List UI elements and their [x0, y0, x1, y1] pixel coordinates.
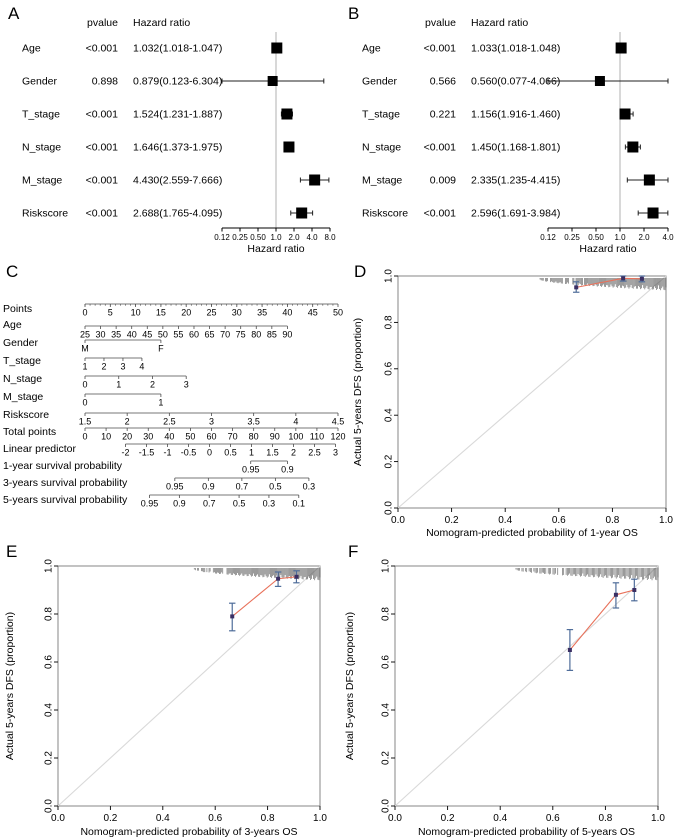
forest-row-label: N_stage — [22, 141, 62, 154]
nomogram-row-label: T_stage — [3, 355, 41, 367]
nomogram-tick-label: 2.5 — [163, 416, 176, 427]
nomogram-tick-label: 0.95 — [140, 498, 159, 509]
forest-axis-tick-label: 0.50 — [588, 233, 604, 242]
forest-row-hazard-ratio: 2.596(1.691-3.984) — [471, 207, 561, 220]
forest-ci-marker — [281, 109, 292, 120]
forest-row-pvalue: <0.001 — [85, 108, 118, 121]
rug-marks — [194, 568, 320, 580]
nomogram-tick-label: 40 — [126, 329, 137, 340]
forest-row-pvalue: <0.001 — [85, 207, 118, 220]
forest-ci-marker — [620, 109, 634, 120]
nomogram-tick-label: 2 — [101, 361, 107, 372]
nomogram-tick-label: 50 — [332, 307, 344, 318]
y-axis-tick-label: 0.4 — [383, 408, 395, 423]
nomogram-tick-label: 70 — [220, 329, 231, 340]
forest-row-pvalue: <0.001 — [85, 141, 118, 154]
nomogram-tick-label: 40 — [282, 307, 293, 318]
forest-ci-marker — [291, 208, 313, 219]
nomogram-tick-label: -0.5 — [180, 447, 197, 458]
forest-row-hazard-ratio: 0.879(0.123-6.304) — [133, 75, 223, 88]
forest-row-label: T_stage — [362, 108, 400, 121]
forest-axis-tick-label: 2.0 — [288, 233, 300, 242]
forest-row-pvalue: 0.221 — [429, 108, 456, 121]
nomogram-scale — [150, 495, 299, 498]
nomogram-tick-label: -2 — [121, 447, 130, 458]
y-axis-tick-label: 1.0 — [43, 559, 55, 573]
nomogram-tick-label: 1 — [158, 397, 164, 408]
nomogram-row-label: 5-years survival probability — [3, 494, 128, 506]
forest-row-hazard-ratio: 2.335(1.235-4.415) — [471, 174, 561, 187]
forest-axis-tick-label: 2.0 — [638, 233, 650, 242]
nomogram-row-label: 3-years survival probability — [3, 477, 128, 489]
x-axis-tick-label: 0.4 — [498, 515, 513, 526]
y-axis-tick-label: 0.4 — [380, 703, 392, 717]
nomogram-tick-label: 0 — [82, 431, 88, 442]
nomogram-tick-label: 110 — [309, 431, 325, 442]
nomogram-tick-label: 45 — [307, 307, 318, 318]
nomogram-tick-label: 35 — [111, 329, 122, 340]
nomogram-row-label: Linear predictor — [3, 443, 76, 455]
panel-label-e: E — [6, 542, 18, 561]
forest-plot-b — [340, 0, 677, 258]
nomogram-tick-label: 0.1 — [292, 498, 306, 509]
nomogram-tick-label: -1.5 — [138, 447, 155, 458]
forest-row-label: Age — [22, 42, 41, 55]
forest-axis-title: Hazard ratio — [247, 243, 305, 255]
forest-row-hazard-ratio: 0.560(0.077-4.066) — [471, 75, 561, 88]
forest-row-pvalue: 0.009 — [429, 174, 456, 187]
x-axis-tick-label: 0.6 — [545, 813, 560, 824]
nomogram-tick-label: 1 — [116, 379, 122, 390]
nomogram-tick-label: 3 — [208, 416, 215, 427]
forest-axis-tick-label: 0.12 — [540, 233, 556, 242]
nomogram-tick-label: 2 — [149, 379, 155, 390]
nomogram-row-label: Riskscore — [3, 409, 50, 421]
forest-ci-marker — [616, 43, 627, 54]
panel-label-d: D — [354, 262, 367, 281]
nomogram-tick-label: 120 — [330, 431, 346, 442]
forest-row-hazard-ratio: 2.688(1.765-4.095) — [133, 207, 223, 220]
nomogram-tick-label: 2.5 — [308, 447, 321, 458]
nomogram-tick-label: 50 — [157, 329, 168, 340]
forest-ci-marker — [627, 175, 668, 186]
nomogram-tick-label: 1.5 — [266, 447, 279, 458]
forest-row-hazard-ratio: 1.032(1.018-1.047) — [133, 42, 223, 55]
y-axis-tick-label: 0.6 — [380, 655, 392, 669]
nomogram-tick-label: 0.7 — [235, 481, 249, 492]
y-axis-tick-label: 0.0 — [43, 799, 55, 813]
nomogram-tick-label: 45 — [142, 329, 153, 340]
forest-axis-title: Hazard ratio — [579, 243, 637, 255]
x-axis-tick-label: 0.8 — [260, 813, 275, 824]
forest-row-hazard-ratio: 4.430(2.559-7.666) — [133, 174, 223, 187]
y-axis-tick-label: 0.8 — [43, 607, 55, 621]
nomogram-scale — [85, 394, 161, 397]
nomogram-tick-label: 60 — [206, 431, 217, 442]
nomogram-tick-label: 3 — [332, 447, 338, 458]
forest-row-pvalue: 0.898 — [91, 75, 118, 88]
nomogram-tick-label: 1 — [82, 361, 88, 372]
forest-axis-tick-label: 0.12 — [214, 233, 230, 242]
nomogram-tick-label: 1 — [248, 447, 254, 458]
x-axis-tick-label: 0.8 — [605, 515, 620, 526]
y-axis-tick-label: 1.0 — [383, 269, 395, 283]
x-axis-tick-label: 0.0 — [391, 515, 405, 526]
forest-axis-tick-label: 4.0 — [662, 233, 674, 242]
x-axis-tick-label: 0.2 — [103, 813, 118, 824]
forest-row-pvalue: <0.001 — [423, 207, 456, 220]
nomogram-tick-label: 5 — [107, 307, 113, 318]
nomogram-tick-label: 0.9 — [202, 481, 215, 492]
nomogram-tick-label: 10 — [101, 431, 112, 442]
nomogram-tick-label: 4.5 — [331, 416, 345, 427]
nomogram-tick-label: 2 — [290, 447, 296, 458]
nomogram-tick-label: 0.5 — [269, 481, 282, 492]
x-axis-title: Nomogram-predicted probability of 5-years OS — [417, 826, 636, 838]
x-axis-title: Nomogram-predicted probability of 1-year OS — [426, 527, 638, 539]
nomogram-row-label: 1-year survival probability — [3, 460, 123, 472]
x-axis-tick-label: 0.8 — [598, 813, 613, 824]
nomogram-row-label: N_stage — [3, 373, 43, 385]
nomogram-tick-label: 0.95 — [241, 464, 260, 475]
y-axis-title: Actual 5-years DFS (proportion) — [344, 611, 356, 761]
forest-row-pvalue: <0.001 — [423, 42, 456, 55]
y-axis-tick-label: 1.0 — [380, 559, 392, 573]
nomogram-c — [0, 258, 345, 520]
x-axis-tick-label: 1.0 — [313, 813, 327, 824]
forest-row-hazard-ratio: 1.524(1.231-1.887) — [133, 108, 223, 121]
x-axis-tick-label: 0.0 — [388, 813, 402, 824]
nomogram-tick-label: 0 — [82, 307, 88, 318]
nomogram-tick-label: 3.5 — [247, 416, 260, 427]
forest-row-label: M_stage — [22, 174, 63, 187]
forest-row-pvalue: <0.001 — [423, 141, 456, 154]
rug-marks — [516, 568, 658, 580]
nomogram-tick-label: 100 — [288, 431, 304, 442]
nomogram-tick-label: 3 — [120, 361, 126, 372]
nomogram-tick-label: 20 — [181, 307, 192, 318]
panel-label-a: A — [8, 4, 20, 23]
nomogram-tick-label: 80 — [248, 431, 259, 442]
forest-header-hazard-ratio: Hazard ratio — [471, 17, 529, 29]
nomogram-tick-label: 2 — [124, 416, 130, 427]
forest-row-label: Gender — [22, 75, 58, 88]
y-axis-tick-label: 0.2 — [383, 454, 395, 469]
nomogram-tick-label: 0.7 — [202, 498, 216, 509]
nomogram-tick-label: 70 — [227, 431, 238, 442]
forest-ci-marker — [625, 142, 640, 153]
forest-ci-marker — [638, 208, 668, 219]
y-axis-tick-label: 0.6 — [383, 361, 395, 376]
nomogram-tick-label: 1.5 — [78, 416, 92, 427]
forest-axis-tick-label: 0.25 — [232, 233, 248, 242]
nomogram-row-label: Points — [3, 303, 33, 315]
nomogram-tick-label: 4 — [139, 361, 145, 372]
nomogram-scale — [85, 413, 338, 416]
y-axis-tick-label: 0.2 — [43, 751, 55, 765]
nomogram-tick-label: 0.95 — [166, 481, 184, 492]
x-axis-tick-label: 0.0 — [51, 813, 65, 824]
nomogram-scale — [85, 304, 338, 307]
nomogram-tick-label: 40 — [164, 431, 175, 442]
forest-row-label: Age — [362, 42, 381, 55]
nomogram-tick-label: F — [158, 343, 164, 354]
nomogram-tick-label: 0 — [206, 447, 212, 458]
forest-axis-tick-label: 4.0 — [306, 233, 318, 242]
forest-ci-marker — [300, 175, 328, 186]
forest-ci-marker — [283, 142, 294, 153]
y-axis-tick-label: 0.0 — [380, 799, 392, 813]
nomogram-tick-label: 0.5 — [224, 447, 237, 458]
forest-row-label: Riskscore — [22, 207, 69, 220]
nomogram-scale — [175, 478, 309, 481]
nomogram-tick-label: 0 — [82, 379, 88, 390]
calibration-point — [613, 583, 619, 608]
nomogram-tick-label: 20 — [122, 431, 133, 442]
x-axis-title: Nomogram-predicted probability of 3-years OS — [80, 826, 298, 838]
forest-row-pvalue: 0.566 — [429, 75, 456, 88]
nomogram-tick-label: 25 — [79, 329, 91, 340]
nomogram-tick-label: 0.9 — [281, 464, 294, 475]
nomogram-tick-label: -1 — [163, 447, 172, 458]
forest-row-hazard-ratio: 1.646(1.373-1.975) — [133, 141, 223, 154]
nomogram-tick-label: 85 — [266, 329, 277, 340]
nomogram-scale — [125, 444, 335, 447]
nomogram-tick-label: 90 — [282, 329, 293, 340]
nomogram-row-label: Total points — [3, 426, 57, 438]
y-axis-tick-label: 0.0 — [383, 501, 395, 515]
nomogram-scale — [85, 376, 186, 379]
calibration-plot-d — [348, 258, 677, 540]
x-axis-tick-label: 1.0 — [651, 813, 665, 824]
y-axis-tick-label: 0.2 — [380, 751, 392, 765]
forest-ci-marker — [271, 43, 282, 54]
forest-row-pvalue: <0.001 — [85, 42, 118, 55]
nomogram-tick-label: 30 — [143, 431, 154, 442]
y-axis-tick-label: 0.8 — [383, 315, 395, 330]
panel-label-b: B — [348, 4, 360, 23]
forest-header-pvalue: pvalue — [425, 17, 456, 29]
y-axis-title: Actual 5-years DFS (proportion) — [352, 317, 364, 467]
calibration-plot-e — [0, 538, 340, 839]
calibration-point — [567, 630, 573, 671]
forest-axis-tick-label: 0.25 — [564, 233, 580, 242]
forest-ci-marker — [548, 76, 668, 86]
forest-row-label: T_stage — [22, 108, 60, 121]
panel-label-c: C — [6, 262, 19, 281]
forest-row-hazard-ratio: 1.033(1.018-1.048) — [471, 42, 561, 55]
forest-axis-tick-label: 1.0 — [614, 233, 626, 242]
forest-row-hazard-ratio: 1.156(1.916-1.460) — [471, 108, 561, 121]
nomogram-scale — [85, 358, 142, 361]
nomogram-tick-label: 0 — [82, 397, 88, 408]
forest-axis-tick-label: 0.50 — [250, 233, 266, 242]
y-axis-tick-label: 0.6 — [43, 655, 55, 669]
forest-row-hazard-ratio: 1.450(1.168-1.801) — [471, 141, 561, 154]
forest-plot-a — [0, 0, 340, 258]
forest-row-pvalue: <0.001 — [85, 174, 118, 187]
nomogram-tick-label: 0.3 — [262, 498, 276, 509]
y-axis-title: Actual 5-years DFS (proportion) — [4, 611, 16, 761]
nomogram-tick-label: 3 — [183, 379, 189, 390]
forest-header-pvalue: pvalue — [87, 17, 118, 29]
forest-header-hazard-ratio: Hazard ratio — [133, 17, 191, 29]
nomogram-tick-label: 50 — [185, 431, 196, 442]
x-axis-tick-label: 0.4 — [155, 813, 170, 824]
nomogram-tick-label: 60 — [188, 329, 199, 340]
x-axis-tick-label: 0.4 — [493, 813, 508, 824]
nomogram-tick-label: 15 — [155, 307, 166, 318]
x-axis-tick-label: 1.0 — [659, 515, 673, 526]
nomogram-row-label: Gender — [3, 337, 39, 349]
panel-label-f: F — [348, 542, 359, 561]
forest-row-label: M_stage — [362, 174, 403, 187]
x-axis-tick-label: 0.6 — [208, 813, 223, 824]
nomogram-tick-label: 65 — [204, 329, 215, 340]
x-axis-tick-label: 0.2 — [444, 515, 459, 526]
nomogram-row-label: M_stage — [3, 391, 44, 403]
forest-row-label: N_stage — [362, 141, 402, 154]
nomogram-tick-label: M — [81, 343, 89, 354]
forest-row-label: Gender — [362, 75, 398, 88]
forest-ci-marker — [222, 76, 324, 86]
y-axis-tick-label: 0.4 — [43, 703, 55, 717]
nomogram-row-label: Age — [3, 319, 22, 331]
x-axis-tick-label: 0.6 — [551, 515, 566, 526]
y-axis-tick-label: 0.8 — [380, 607, 392, 621]
nomogram-tick-label: 75 — [235, 329, 246, 340]
calibration-point — [229, 603, 235, 631]
nomogram-tick-label: 90 — [269, 431, 280, 442]
nomogram-tick-label: 0.5 — [232, 498, 246, 509]
nomogram-tick-label: 4 — [293, 416, 299, 427]
forest-axis-tick-label: 1.0 — [270, 233, 282, 242]
nomogram-tick-label: 30 — [95, 329, 106, 340]
rug-marks — [540, 278, 666, 290]
nomogram-scale — [85, 340, 161, 343]
nomogram-tick-label: 55 — [173, 329, 184, 340]
calibration-plot-f — [340, 538, 677, 839]
forest-axis-tick-label: 8.0 — [324, 233, 336, 242]
nomogram-tick-label: 0.9 — [173, 498, 186, 509]
nomogram-tick-label: 80 — [251, 329, 262, 340]
nomogram-tick-label: 35 — [257, 307, 268, 318]
nomogram-tick-label: 0.3 — [302, 481, 316, 492]
nomogram-tick-label: 10 — [130, 307, 141, 318]
forest-row-label: Riskscore — [362, 207, 409, 220]
nomogram-tick-label: 25 — [206, 307, 217, 318]
nomogram-tick-label: 30 — [231, 307, 242, 318]
x-axis-tick-label: 0.2 — [440, 813, 455, 824]
